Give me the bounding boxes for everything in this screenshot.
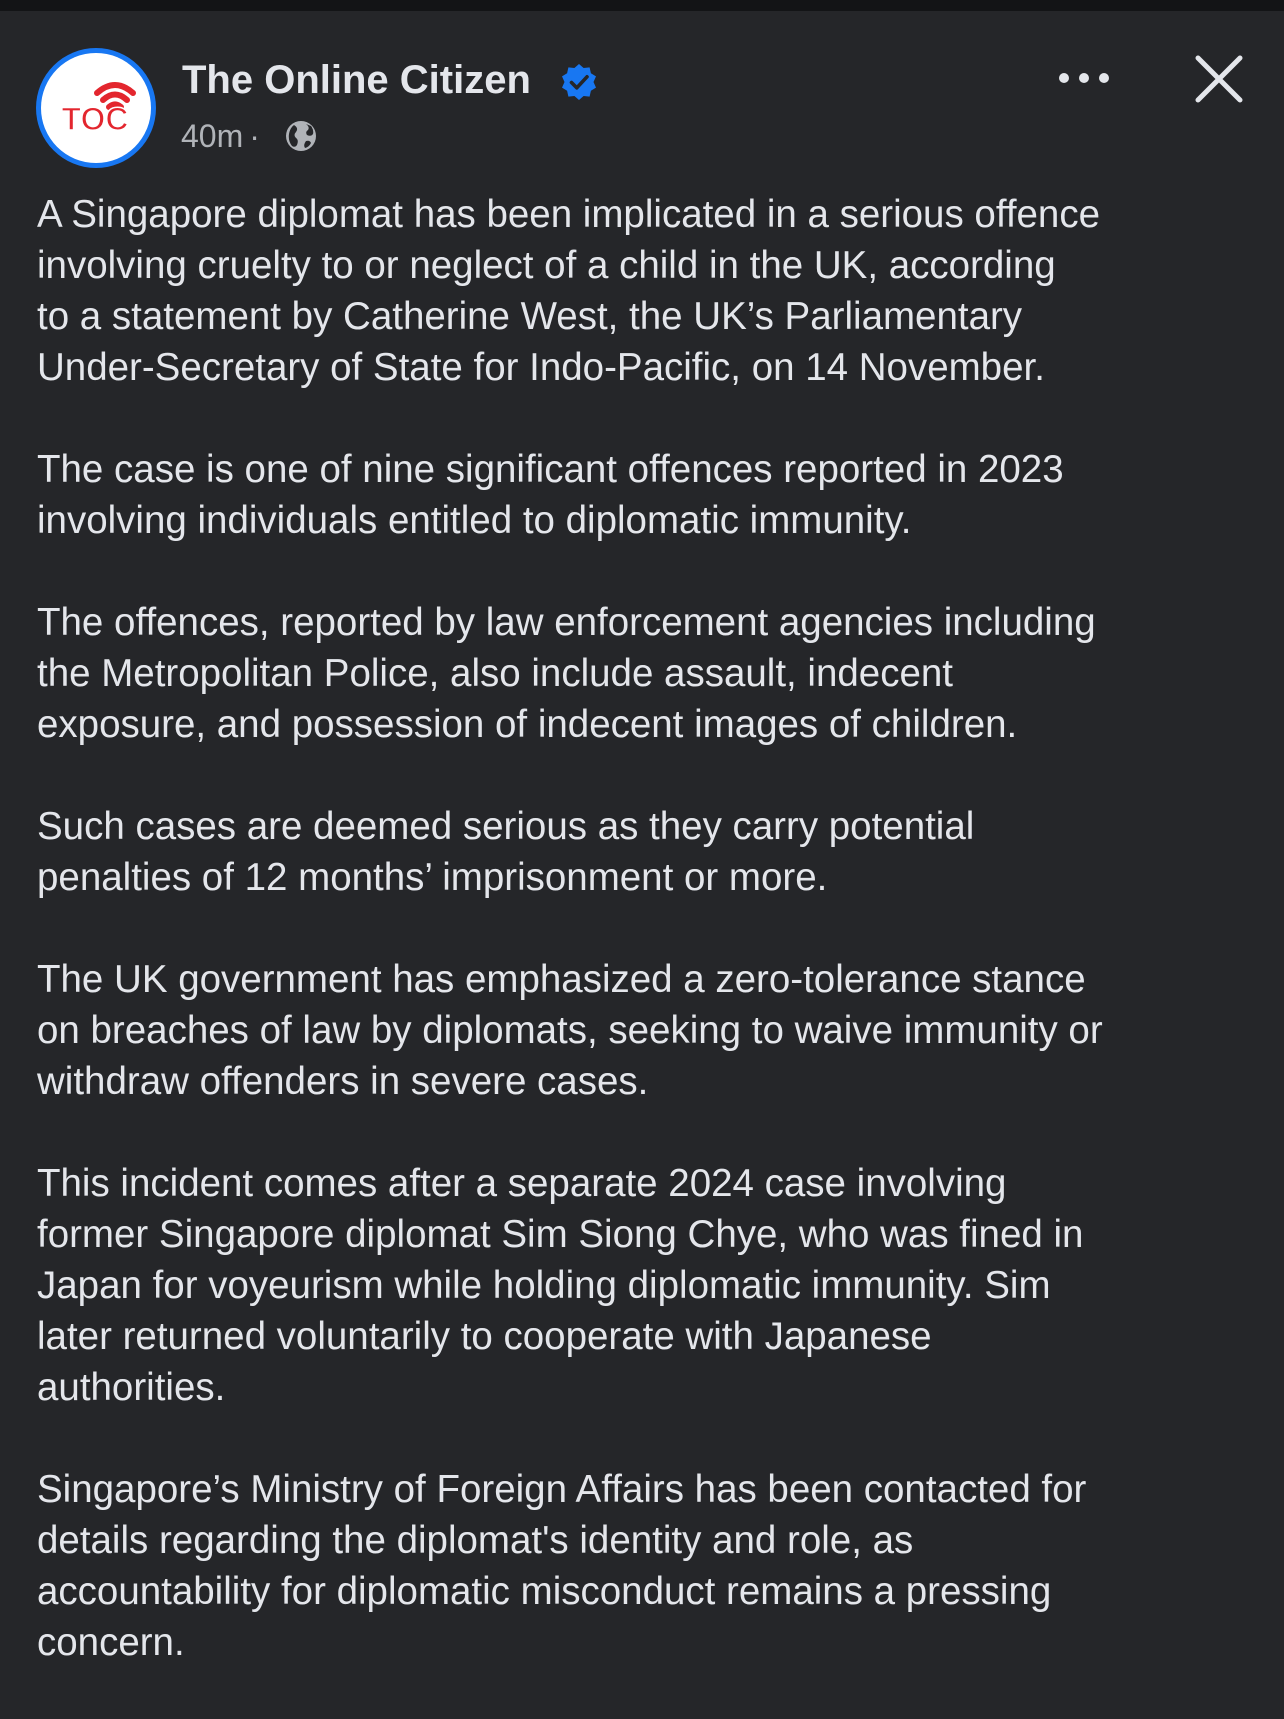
post-header [0, 0, 1284, 180]
meta-separator: · [249, 118, 260, 154]
close-icon[interactable] [1192, 52, 1246, 106]
post-paragraph: The offences, reported by law enforcement agencies including the Metropolitan Police, also include assault, indecent exposure, and possession of indecent images of children. [37, 601, 1096, 746]
post-paragraph: This incident comes after a separate 2024 case involving former Singapore diplomat Sim Siong Chye, who was fined in Japan for voyeurism while holding diplomatic immunity. Sim later returned voluntarily to cooperate with Japanese authorities. [37, 1162, 1084, 1409]
more-options-icon[interactable] [1054, 58, 1114, 98]
post-meta [181, 116, 266, 156]
post-paragraph: Singapore’s Ministry of Foreign Affairs has been contacted for details regarding the diplomat's identity and role, as accountability for diplomatic misconduct remains a pressing concern. [37, 1468, 1087, 1664]
post-paragraph: A Singapore diplomat has been implicated in a serious offence involving cruelty to or neglect of a child in the UK, according to a statement by Catherine West, the UK’s Parliamentary Under-Secretary of State for Indo-Pacific, on 14 November. [37, 193, 1100, 389]
verified-badge-icon [560, 63, 598, 101]
avatar[interactable] [36, 48, 156, 168]
page-name[interactable]: The Online Citizen [182, 58, 531, 102]
post-paragraph: The case is one of nine significant offences reported in 2023 involving individuals entitled to diplomatic immunity. [37, 448, 1064, 542]
post-paragraph: The UK government has emphasized a zero-tolerance stance on breaches of law by diplomats, seeking to waive immunity or withdraw offenders in severe cases. [37, 958, 1103, 1103]
logo-text: TOC [61, 101, 129, 137]
post-paragraph: Such cases are deemed serious as they carry potential penalties of 12 months’ imprisonment or more. [37, 805, 975, 899]
post-timestamp[interactable]: 40m [181, 118, 244, 154]
globe-icon[interactable] [284, 119, 318, 153]
post-body [37, 189, 1257, 1719]
toc-logo-icon [41, 53, 151, 163]
